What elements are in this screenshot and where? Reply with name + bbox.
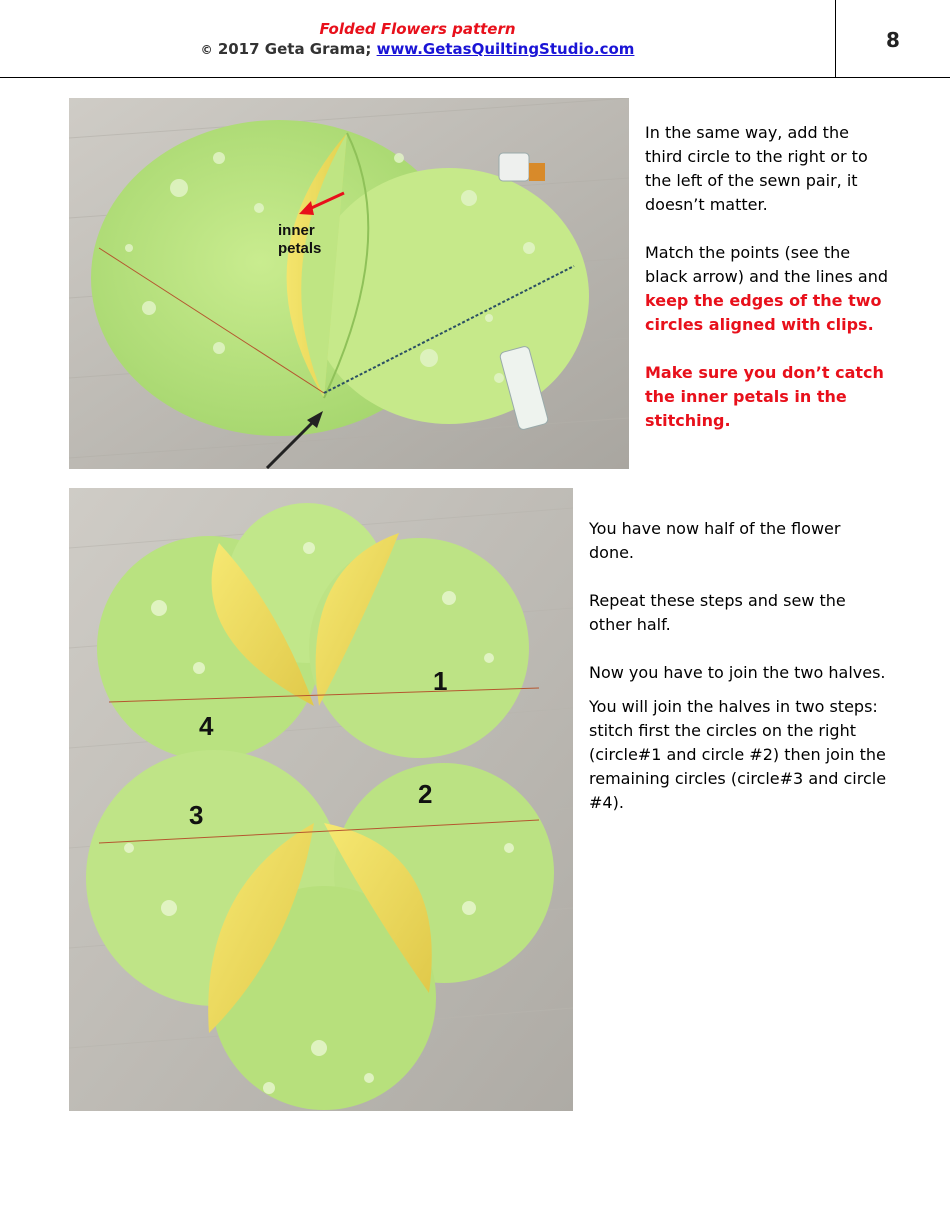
instructions-block-2 — [589, 517, 889, 815]
paragraph-join-halves: Now you have to join the two halves. — [589, 663, 886, 682]
page-header — [0, 0, 950, 78]
paragraph-add-third-circle: In the same way, add the third circle to the right or to the left of the sewn pair, it doesn’t matter. — [645, 123, 868, 214]
circle-number-2: 2 — [418, 779, 433, 809]
copyright-text: 2017 Geta Grama; — [217, 40, 377, 58]
document-title: Folded Flowers pattern — [319, 20, 516, 38]
paragraph-match-points: Match the points (see the black arrow) and the lines and keep the edges of the two circles aligned with clips. — [645, 243, 889, 334]
copyright-symbol: © — [200, 43, 213, 57]
copyright-line — [0, 40, 835, 58]
website-link[interactable]: www.GetasQuiltingStudio.com — [376, 40, 635, 58]
page-number: 8 — [886, 28, 900, 52]
paragraph-join-steps: You will join the halves in two steps: stitch first the circles on the right (circle#1 and circle #2) then join the remaining circles (circle#3 and circle #4). — [589, 697, 887, 812]
circle-number-3: 3 — [189, 800, 204, 830]
instructions-block-1 — [645, 121, 890, 433]
photo-half-flower — [69, 488, 573, 1111]
header-title-cell — [0, 0, 836, 77]
right-fabric-circle — [309, 168, 589, 424]
circle-number-1: 1 — [433, 666, 448, 696]
circle-number-4: 4 — [199, 711, 214, 741]
highlight-keep-edges: keep the edges of the two circles aligned with clips. — [645, 291, 882, 334]
paragraph-repeat-steps: Repeat these steps and sew the other half. — [589, 591, 846, 634]
label-inner: inner — [278, 222, 315, 239]
warning-inner-petals: Make sure you don’t catch the inner petals in the stitching. — [645, 363, 884, 430]
label-petals: petals — [278, 240, 322, 257]
paragraph-half-done: You have now half of the flower done. — [589, 519, 841, 562]
photo-third-circle — [69, 98, 629, 469]
